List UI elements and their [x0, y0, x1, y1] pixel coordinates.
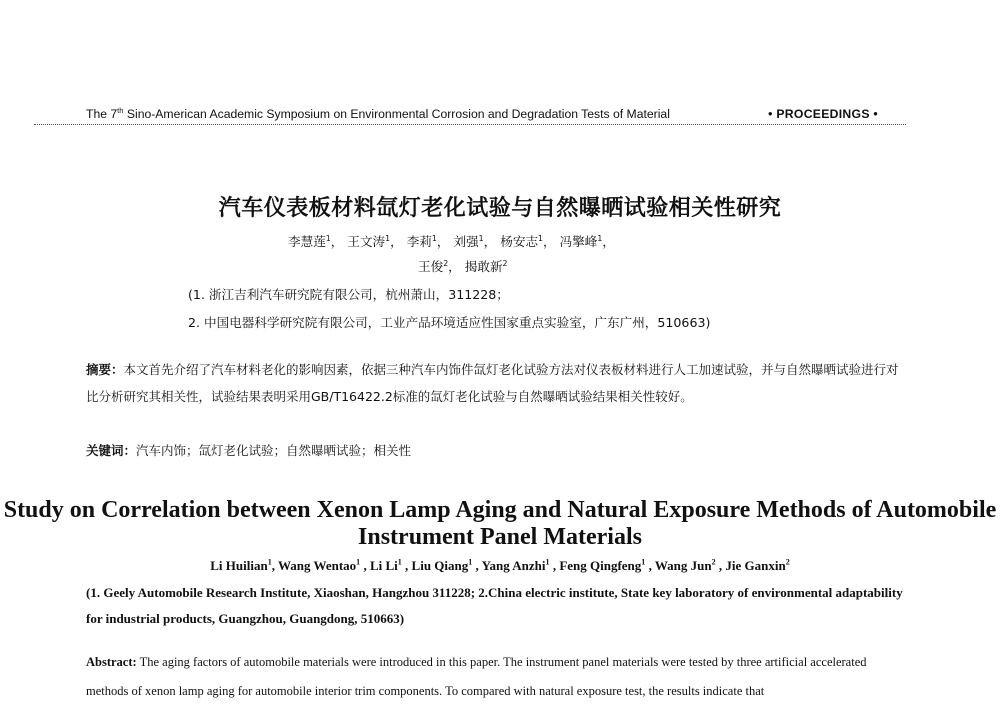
conference-name: The 7th Sino-American Academic Symposium on Environmental Corrosion and Degradation Tests of Material: [86, 105, 670, 121]
english-title: Study on Correlation between Xenon Lamp Aging and Natural Exposure Methods of Automobile Instrument Panel Materials: [3, 497, 997, 550]
chinese-affiliation-2: 2. 中国电器科学研究院有限公司，工业产品环境适应性国家重点实验室，广东广州，510663): [188, 315, 711, 330]
chinese-title: 汽车仪表板材料氙灯老化试验与自然曝晒试验相关性研究: [218, 196, 782, 221]
chinese-abstract: [86, 357, 911, 410]
author: 刘强$^1$，: [453, 233, 497, 249]
chinese-affiliation-1: (1. 浙江吉利汽车研究院有限公司，杭州萧山，311228；: [188, 287, 509, 302]
abstract-text: The aging factors of automobile materials were introduced in this paper. The instrument panel materials were tested by three artificial accelerated methods of xenon lamp aging for automobile interior trim components. To compared with natural exposure test, the results indicate that: [86, 655, 867, 698]
chinese-authors-line-1: [288, 231, 615, 250]
author: 王文涛$^1$，: [347, 233, 403, 249]
chinese-authors-line-2: [418, 256, 508, 275]
header-divider: [34, 124, 906, 125]
author: Liu Qiang$^1$ ,: [411, 557, 482, 573]
abstract-label: 摘要：: [86, 362, 124, 377]
author: Yang Anzhi$^1$ ,: [481, 557, 560, 573]
english-affiliation: (1. Geely Automobile Research Institute, Xiaoshan, Hangzhou 311228; 2.China electric institute, State key laboratory of environmental adaptability for industrial products, Guangzhou, Guangdong, 510663): [86, 585, 903, 626]
abstract-text: 本文首先介绍了汽车材料老化的影响因素，依据三种汽车内饰件氙灯老化试验方法对仪表板材料进行人工加速试验，并与自然曝晒试验进行对比分析研究其相关性，试验结果表明采用GB/T16422.2标准的氙灯老化试验与自然曝晒试验结果相关性较好。: [86, 362, 899, 404]
author: Wang Jun$^2$ ,: [654, 557, 726, 573]
author: 揭敢新$^2$: [464, 258, 508, 274]
author: Li Huilian$^1$,: [210, 557, 279, 573]
author: 冯擎峰$^1$，: [559, 233, 615, 249]
proceedings-label: • PROCEEDINGS •: [768, 107, 878, 121]
author: Feng Qingfeng$^1$ ,: [559, 557, 655, 573]
author: Jie Ganxin$^2$: [725, 557, 790, 573]
author: 王俊$^2$，: [418, 258, 461, 274]
author: 杨安志$^1$，: [500, 233, 556, 249]
keywords-label: 关键词：: [86, 443, 137, 458]
running-header: [86, 107, 906, 125]
chinese-keywords: [86, 441, 411, 459]
author: Wang Wentao$^1$ ,: [278, 557, 370, 573]
author: 李莉$^1$，: [406, 233, 450, 249]
english-authors: [0, 558, 1000, 574]
english-abstract: [86, 648, 911, 706]
author: Li Li$^1$ ,: [369, 557, 412, 573]
author: 李慧莲$^1$，: [288, 233, 344, 249]
abstract-label: Abstract:: [86, 655, 137, 669]
keywords-text: 汽车内饰；氙灯老化试验；自然曝晒试验；相关性: [136, 443, 412, 458]
